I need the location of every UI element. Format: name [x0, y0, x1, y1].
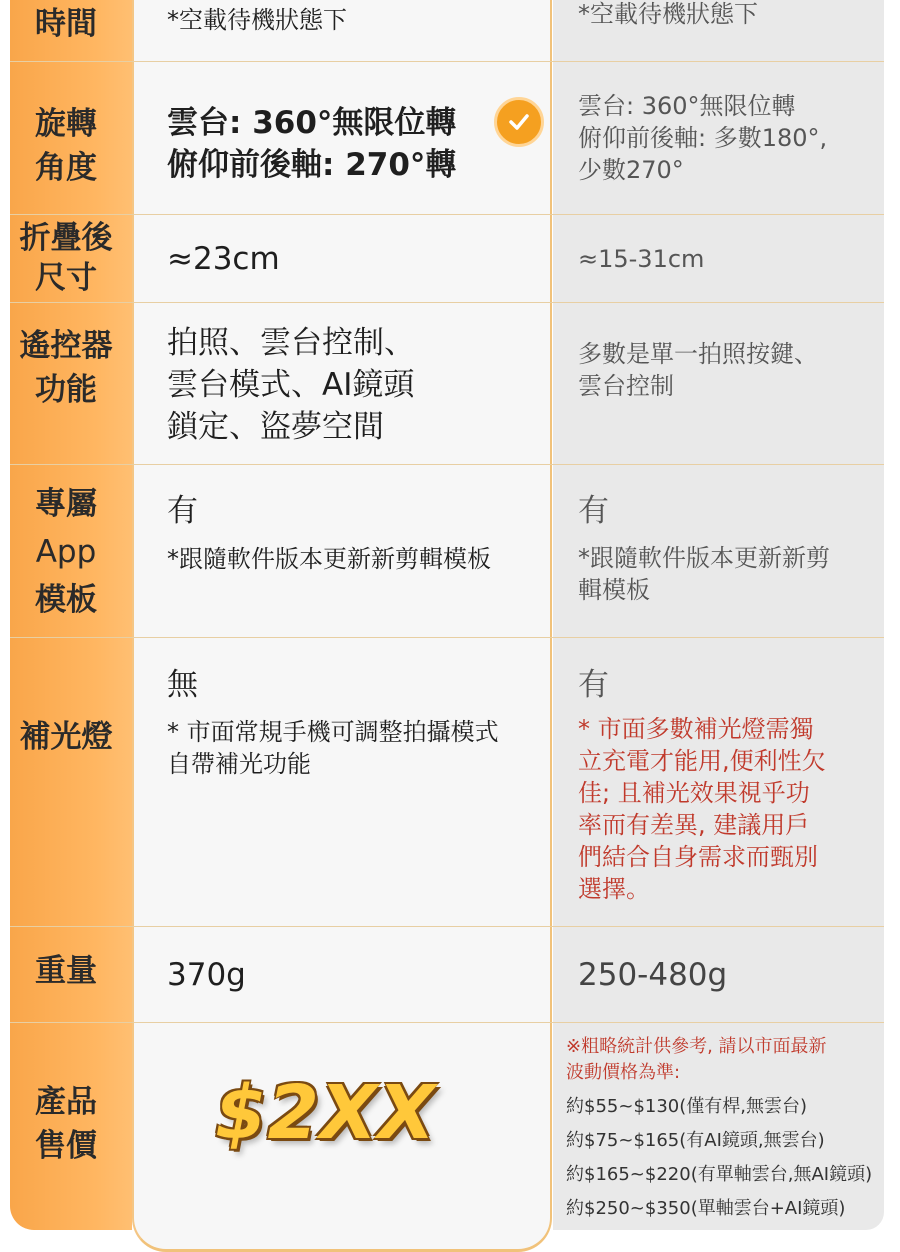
templates-other-note	[578, 542, 878, 606]
rotation-ours	[167, 102, 547, 186]
price-range-item: 約$55~$130(僅有桿,無雲台)	[566, 1096, 808, 1117]
fill-light-other-note-line: 率而有差異, 建議用戶	[578, 811, 810, 839]
fill-light-other-note-line: 們結合自身需求而甄別	[578, 843, 818, 871]
row-label-text: 時間	[35, 6, 97, 42]
price-other-note-line: 波動價格為準:	[566, 1062, 681, 1083]
row-label-text: 模板	[35, 582, 97, 618]
price-other-note-line: ※粗略統計供參考, 請以市面最新	[566, 1036, 827, 1057]
row-divider	[10, 214, 884, 215]
templates-other-note-line: *跟隨軟件版本更新新剪	[578, 544, 830, 572]
fill-light-ours-note-line: * 市面常規手機可調整拍攝模式	[167, 718, 499, 746]
fill-light-ours-value: 無	[167, 667, 198, 703]
price-range-item: 約$250~$350(單軸雲台+AI鏡頭)	[566, 1198, 846, 1219]
fill-light-other-note-line: 選擇。	[578, 875, 650, 903]
row-label-text: App	[35, 534, 97, 570]
rotation-other-line: 少數270°	[578, 156, 684, 184]
row-label-text: 折疊後	[19, 220, 113, 256]
remote-other	[578, 338, 878, 402]
row-label-weight	[10, 946, 122, 996]
row-label-text: 遙控器	[19, 328, 113, 364]
standby-ours-note: *空載待機狀態下	[167, 6, 347, 34]
row-divider	[10, 302, 884, 303]
row-label-templates	[10, 478, 122, 626]
remote-ours-line: 雲台模式、AI鏡頭	[167, 367, 415, 403]
row-label-text: 專屬	[35, 486, 97, 522]
row-label-text: 尺寸	[35, 260, 97, 296]
price-other-note	[566, 1034, 881, 1224]
fill-light-other-note	[578, 713, 878, 905]
folded-size-other: ≈15-31cm	[578, 245, 705, 273]
templates-ours-value: 有	[167, 493, 198, 529]
row-divider	[10, 1022, 884, 1023]
templates-other-value: 有	[578, 493, 609, 529]
templates-ours-note: *跟隨軟件版本更新新剪輯模板	[167, 545, 491, 573]
fill-light-other-value: 有	[578, 667, 609, 703]
remote-ours-line: 鎖定、盜夢空間	[167, 409, 384, 445]
fill-light-other-note-line: 佳; 且補光效果視乎功	[578, 779, 810, 807]
row-label-folded-size	[10, 214, 122, 302]
row-label-rotation	[10, 98, 122, 194]
rotation-ours-line: 俯仰前後軸: 270°轉	[167, 147, 457, 183]
row-divider	[10, 61, 884, 62]
row-label-text: 產品	[35, 1084, 97, 1120]
our-price: $2XX	[215, 1070, 437, 1156]
price-range-item: 約$165~$220(有單軸雲台,無AI鏡頭)	[566, 1164, 873, 1185]
row-label-text: 角度	[35, 150, 97, 186]
check-circle-icon	[494, 97, 544, 147]
row-label-price	[10, 1076, 122, 1172]
row-label-standby	[10, 0, 122, 48]
weight-other: 250-480g	[578, 957, 728, 993]
row-label-text: 功能	[35, 372, 97, 408]
comparison-table	[10, 0, 884, 1252]
fill-light-ours-note-line: 自帶補光功能	[167, 750, 311, 778]
our-product-column	[132, 0, 552, 1252]
row-label-fill-light	[10, 712, 122, 762]
rotation-other	[578, 90, 878, 186]
folded-size-ours: ≈23cm	[167, 241, 280, 277]
row-label-text: 旋轉	[35, 106, 97, 142]
remote-other-line: 多數是單一拍照按鍵、	[578, 340, 818, 368]
row-divider	[10, 637, 884, 638]
fill-light-other-note-line: 立充電才能用,便利性欠	[578, 747, 826, 775]
fill-light-other-note-line: * 市面多數補光燈需獨	[578, 715, 814, 743]
templates-other-note-line: 輯模板	[578, 576, 650, 604]
standby-other-note: *空載待機狀態下	[578, 0, 758, 28]
remote-ours-line: 拍照、雲台控制、	[167, 325, 415, 361]
rotation-other-line: 雲台: 360°無限位轉	[578, 92, 796, 120]
row-label-remote	[10, 320, 122, 416]
row-label-text: 補光燈	[19, 719, 113, 755]
row-divider	[10, 926, 884, 927]
fill-light-ours-note	[167, 716, 547, 780]
remote-ours	[167, 322, 547, 448]
weight-ours: 370g	[167, 957, 246, 993]
rotation-other-line: 俯仰前後軸: 多數180°,	[578, 124, 828, 152]
row-label-text: 重量	[35, 953, 97, 989]
rotation-ours-line: 雲台: 360°無限位轉	[167, 105, 457, 141]
price-range-item: 約$75~$165(有AI鏡頭,無雲台)	[566, 1130, 825, 1151]
row-label-text: 售價	[35, 1128, 97, 1164]
remote-other-line: 雲台控制	[578, 372, 674, 400]
row-divider	[10, 464, 884, 465]
